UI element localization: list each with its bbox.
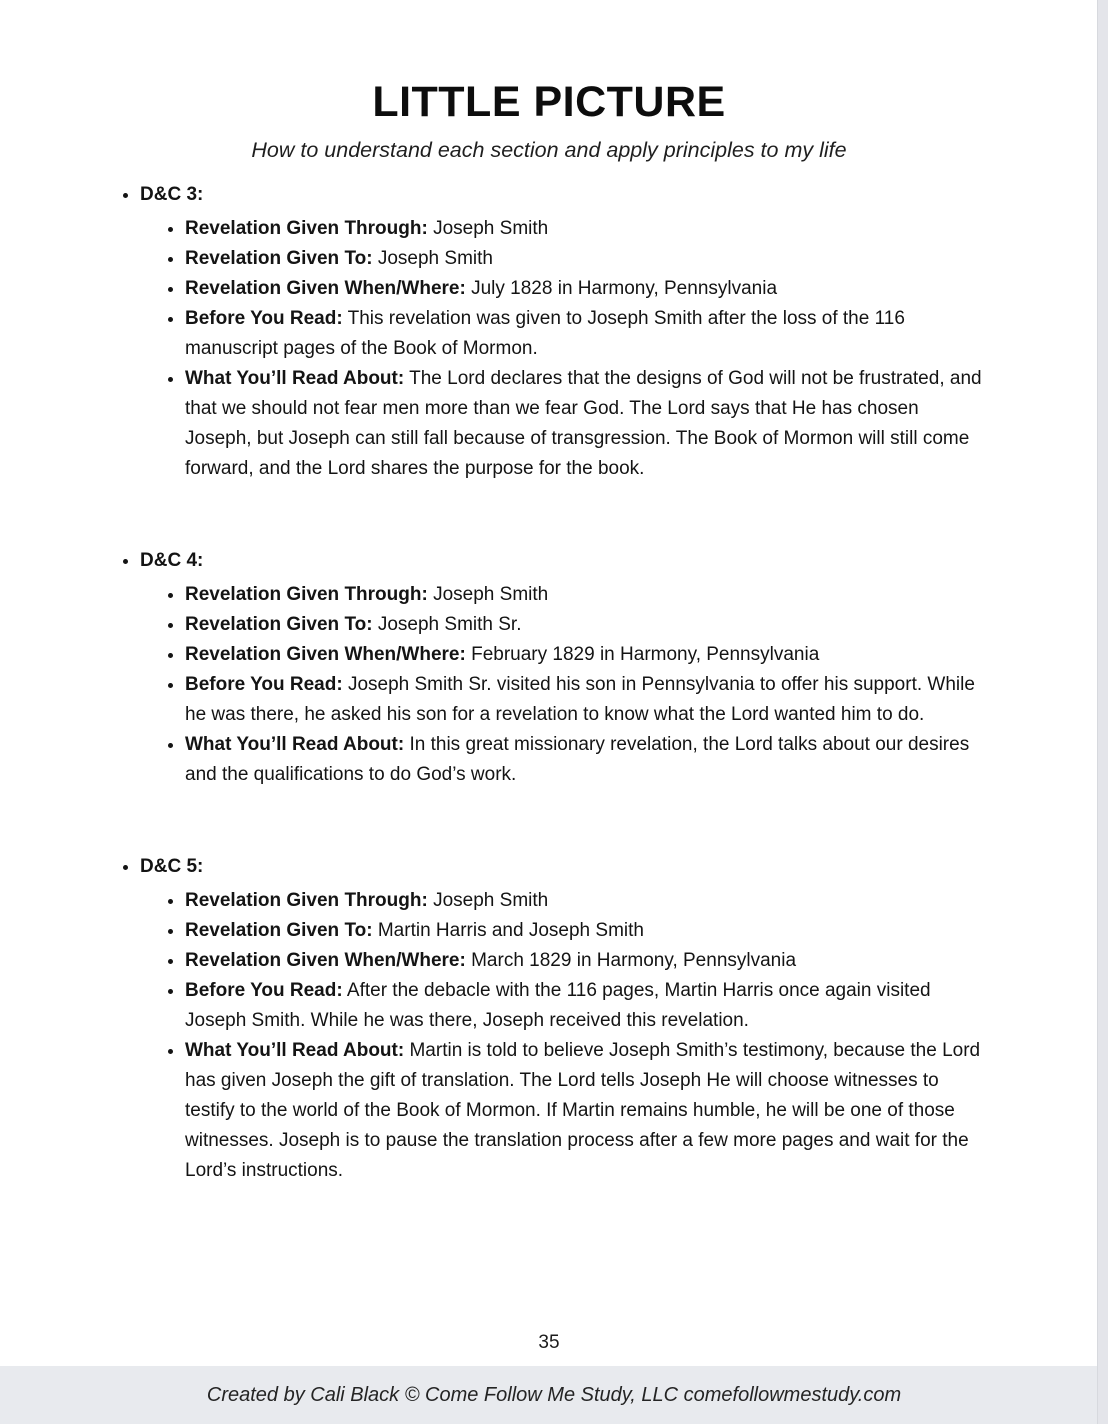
section-list (0, 180, 990, 484)
item-label: Revelation Given When/Where: (185, 950, 466, 971)
page-number: 35 (538, 1332, 560, 1353)
section-bullet (140, 852, 990, 1186)
item-label: Before You Read: (185, 674, 343, 695)
page-subtitle: How to understand each section and apply principles to my life (251, 138, 847, 162)
item-label: Revelation Given Through: (185, 218, 428, 239)
list-item (185, 274, 990, 304)
list-item (185, 214, 990, 244)
item-text: In this great missionary revelation, the Lord talks about our desires and the qualifications to do God’s work. (185, 734, 970, 785)
list-item (185, 976, 990, 1036)
item-text: February 1829 in Harmony, Pennsylvania (471, 644, 820, 665)
item-text: After the debacle with the 116 pages, Martin Harris once again visited Joseph Smith. While he was there, Joseph received this revelation. (185, 980, 931, 1031)
item-text: March 1829 in Harmony, Pennsylvania (471, 950, 797, 971)
footer-attribution: Created by Cali Black © Come Follow Me Study, LLC comefollowmestudy.com (206, 1383, 902, 1406)
list-item (185, 946, 990, 976)
item-text: Joseph Smith (433, 584, 549, 605)
list-item (185, 304, 990, 364)
page-edge-strip (1097, 0, 1108, 1424)
list-item (185, 610, 990, 640)
list-item (185, 886, 990, 916)
item-label: What You’ll Read About: (185, 368, 405, 389)
item-text: Martin is told to believe Joseph Smith’s testimony, because the Lord has given Joseph the gift of translation. The Lord tells Joseph He will choose witnesses to testify to the world of the Book of Mormon. If Martin remains humble, he will be one of those witnesses. Joseph is to pause the translation process after a few more pages and wait for the Lord’s instructions. (185, 1040, 981, 1181)
section-bullet (140, 180, 990, 484)
section (0, 546, 990, 790)
section (0, 180, 990, 484)
item-label: Revelation Given When/Where: (185, 644, 466, 665)
footer-band (0, 1366, 1108, 1424)
item-label: Before You Read: (185, 308, 343, 329)
section-heading: D&C 4: (140, 550, 204, 571)
list-item (185, 1036, 990, 1186)
list-item (185, 364, 990, 484)
page-title: LITTLE PICTURE (372, 78, 726, 126)
item-text: Joseph Smith (433, 890, 549, 911)
item-label: Revelation Given Through: (185, 584, 428, 605)
item-label: Revelation Given To: (185, 920, 373, 941)
item-text: The Lord declares that the designs of God will not be frustrated, and that we should not fear men more than we fear God. The Lord says that He has chosen Joseph, but Joseph can still fall because of transgression. The Book of Mormon will still come forward, and the Lord shares the purpose for the book. (185, 368, 982, 479)
item-label: Revelation Given To: (185, 614, 373, 635)
item-text: Joseph Smith (433, 218, 549, 239)
item-label: Revelation Given To: (185, 248, 373, 269)
section-items (140, 214, 990, 484)
section (0, 852, 990, 1186)
section-items (140, 886, 990, 1186)
list-item (185, 670, 990, 730)
item-text: Joseph Smith Sr. (377, 614, 522, 635)
list-item (185, 580, 990, 610)
section-items (140, 580, 990, 790)
section-bullet (140, 546, 990, 790)
item-label: What You’ll Read About: (185, 734, 405, 755)
list-item (185, 640, 990, 670)
section-list (0, 546, 990, 790)
list-item (185, 730, 990, 790)
section-list (0, 852, 990, 1186)
item-text: July 1828 in Harmony, Pennsylvania (471, 278, 778, 299)
list-item (185, 916, 990, 946)
item-text: Joseph Smith (377, 248, 493, 269)
item-text: Joseph Smith Sr. visited his son in Pennsylvania to offer his support. While he was there, he asked his son for a revelation to know what the Lord wanted him to do. (185, 674, 975, 725)
item-label: Revelation Given Through: (185, 890, 428, 911)
item-label: Revelation Given When/Where: (185, 278, 466, 299)
section-heading: D&C 3: (140, 184, 204, 205)
item-label: What You’ll Read About: (185, 1040, 405, 1061)
item-text: Martin Harris and Joseph Smith (377, 920, 644, 941)
item-text: This revelation was given to Joseph Smith after the loss of the 116 manuscript pages of the Book of Mormon. (185, 308, 905, 359)
item-label: Before You Read: (185, 980, 343, 1001)
section-heading: D&C 5: (140, 856, 204, 877)
sections (0, 180, 990, 1186)
list-item (185, 244, 990, 274)
